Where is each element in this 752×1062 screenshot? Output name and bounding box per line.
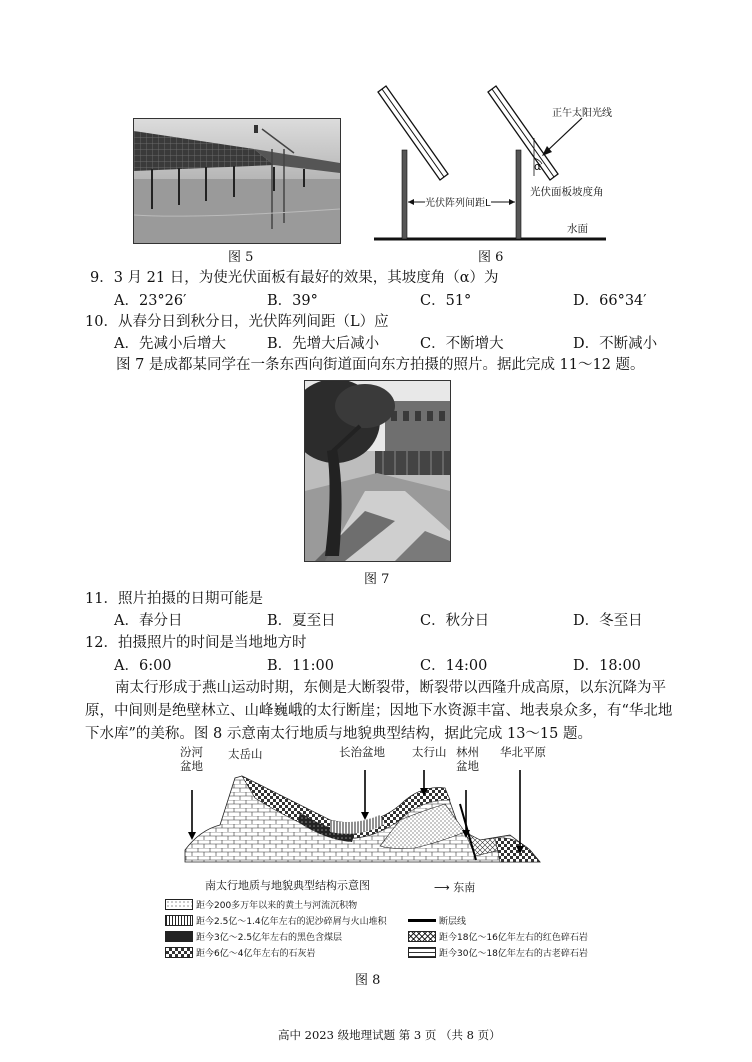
label-fenhe-2: 盆地 (180, 759, 203, 773)
question-12-option-c: C．14:00 (420, 658, 488, 674)
alpha-label: α (534, 160, 542, 173)
question-11-option-d: D．冬至日 (573, 613, 643, 629)
legend-item-volcanic: 距今2.5亿～1.4亿年左右的泥沙碎屑与火山堆积 (165, 914, 387, 927)
label-huabei: 华北平原 (500, 745, 546, 759)
question-10-option-a: A．先减小后增大 (114, 336, 226, 352)
legend-item-fault: 断层线 (408, 914, 466, 927)
page-footer: 高中 2023 级地理试题 第 3 页 （共 8 页） (278, 1028, 501, 1042)
legend-item-ancient-rock: 距今30亿～18亿年左右的古老碎石岩 (408, 946, 588, 959)
figure-5-photo (133, 118, 341, 244)
swatch-xhatch (408, 931, 436, 942)
question-9-option-c: C．51° (420, 293, 472, 309)
figure-7-caption: 图 7 (364, 572, 390, 587)
label-changzhi: 长治盆地 (339, 745, 385, 759)
question-9-option-b: B．39° (267, 293, 318, 309)
figure-8-title: 南太行地质与地貌典型结构示意图 (205, 879, 370, 892)
legend-item-limestone: 距今6亿～4亿年左右的石灰岩 (165, 946, 315, 959)
spacing-label: 光伏阵列间距L (425, 194, 491, 209)
question-12-stem: 12．拍摄照片的时间是当地地方时 (85, 635, 307, 651)
question-11-option-c: C．秋分日 (420, 613, 490, 629)
figure-6-diagram (370, 78, 630, 244)
figure-6-caption: 图 6 (478, 250, 504, 265)
solar-panel-illustration (134, 119, 340, 243)
figure-7-photo (304, 380, 451, 562)
legend-item-loess: 距今200多万年以来的黄土与河流沉积物 (165, 898, 357, 911)
question-11-option-b: B．夏至日 (267, 613, 336, 629)
label-linzhou-1: 林州 (456, 745, 479, 759)
water-surface-label: 水面 (567, 223, 588, 235)
question-11-stem: 11．照片拍摄的日期可能是 (85, 591, 263, 607)
legend-item-red-rock: 距今18亿～16亿年左右的红色碎石岩 (408, 930, 588, 943)
question-10-stem: 10．从春分日到秋分日，光伏阵列间距（L）应 (85, 314, 389, 330)
swatch-vstripe (165, 915, 193, 926)
arrow-right-icon: ⟶ (434, 881, 450, 894)
legend-item-coal: 距今3亿～2.5亿年左右的黑色含煤层 (165, 930, 342, 943)
figure-8-diagram (180, 760, 560, 880)
figure-8-caption: 图 8 (355, 973, 381, 988)
swatch-dots (165, 899, 193, 910)
question-10-option-d: D．不断减小 (573, 336, 658, 352)
question-9-option-a: A．23°26′ (114, 293, 187, 309)
question-12-option-a: A．6:00 (114, 658, 172, 674)
swatch-brick (408, 947, 436, 958)
question-10-option-b: B．先增大后减小 (267, 336, 380, 352)
question-12-option-d: D．18:00 (573, 658, 641, 674)
label-fenhe-1: 汾河 (180, 745, 203, 759)
question-11-option-a: A．春分日 (114, 613, 183, 629)
label-taihang: 太行山 (412, 745, 447, 759)
direction-label: 东南 (453, 881, 476, 894)
figure-7-intro: 图 7 是成都某同学在一条东西向街道面向东方拍摄的照片。据此完成 11～12 题。 (116, 357, 645, 373)
label-linzhou-2: 盆地 (456, 759, 479, 773)
street-illustration (305, 381, 450, 561)
direction-arrow (434, 879, 475, 895)
swatch-dark (165, 931, 193, 942)
figure-5-caption: 图 5 (228, 250, 254, 265)
question-12-option-b: B．11:00 (267, 658, 334, 674)
swatch-check (165, 947, 193, 958)
question-9-option-d: D．66°34′ (573, 293, 647, 309)
sun-ray-label: 正午太阳光线 (552, 108, 612, 119)
question-9-stem: 9．3 月 21 日，为使光伏面板有最好的效果，其坡度角（α）为 (90, 270, 499, 286)
question-10-option-c: C．不断增大 (420, 336, 504, 352)
swatch-fault-line (408, 919, 436, 922)
label-taiyue: 太岳山 (228, 747, 263, 761)
slope-angle-label: 光伏面板坡度角 (530, 186, 604, 198)
figure-8-intro: 南太行形成于燕山运动时期，东侧是大断裂带，断裂带以西隆升成高原，以东沉降为平原，中间则是绝壁林立、山峰巍峨的太行断崖；因地下水资源丰富、地表泉众多，有“华北地下水库”的美称。图 8 示意南太行地质与地貌典型结构，据此完成 13～15 题。 (85, 680, 673, 742)
